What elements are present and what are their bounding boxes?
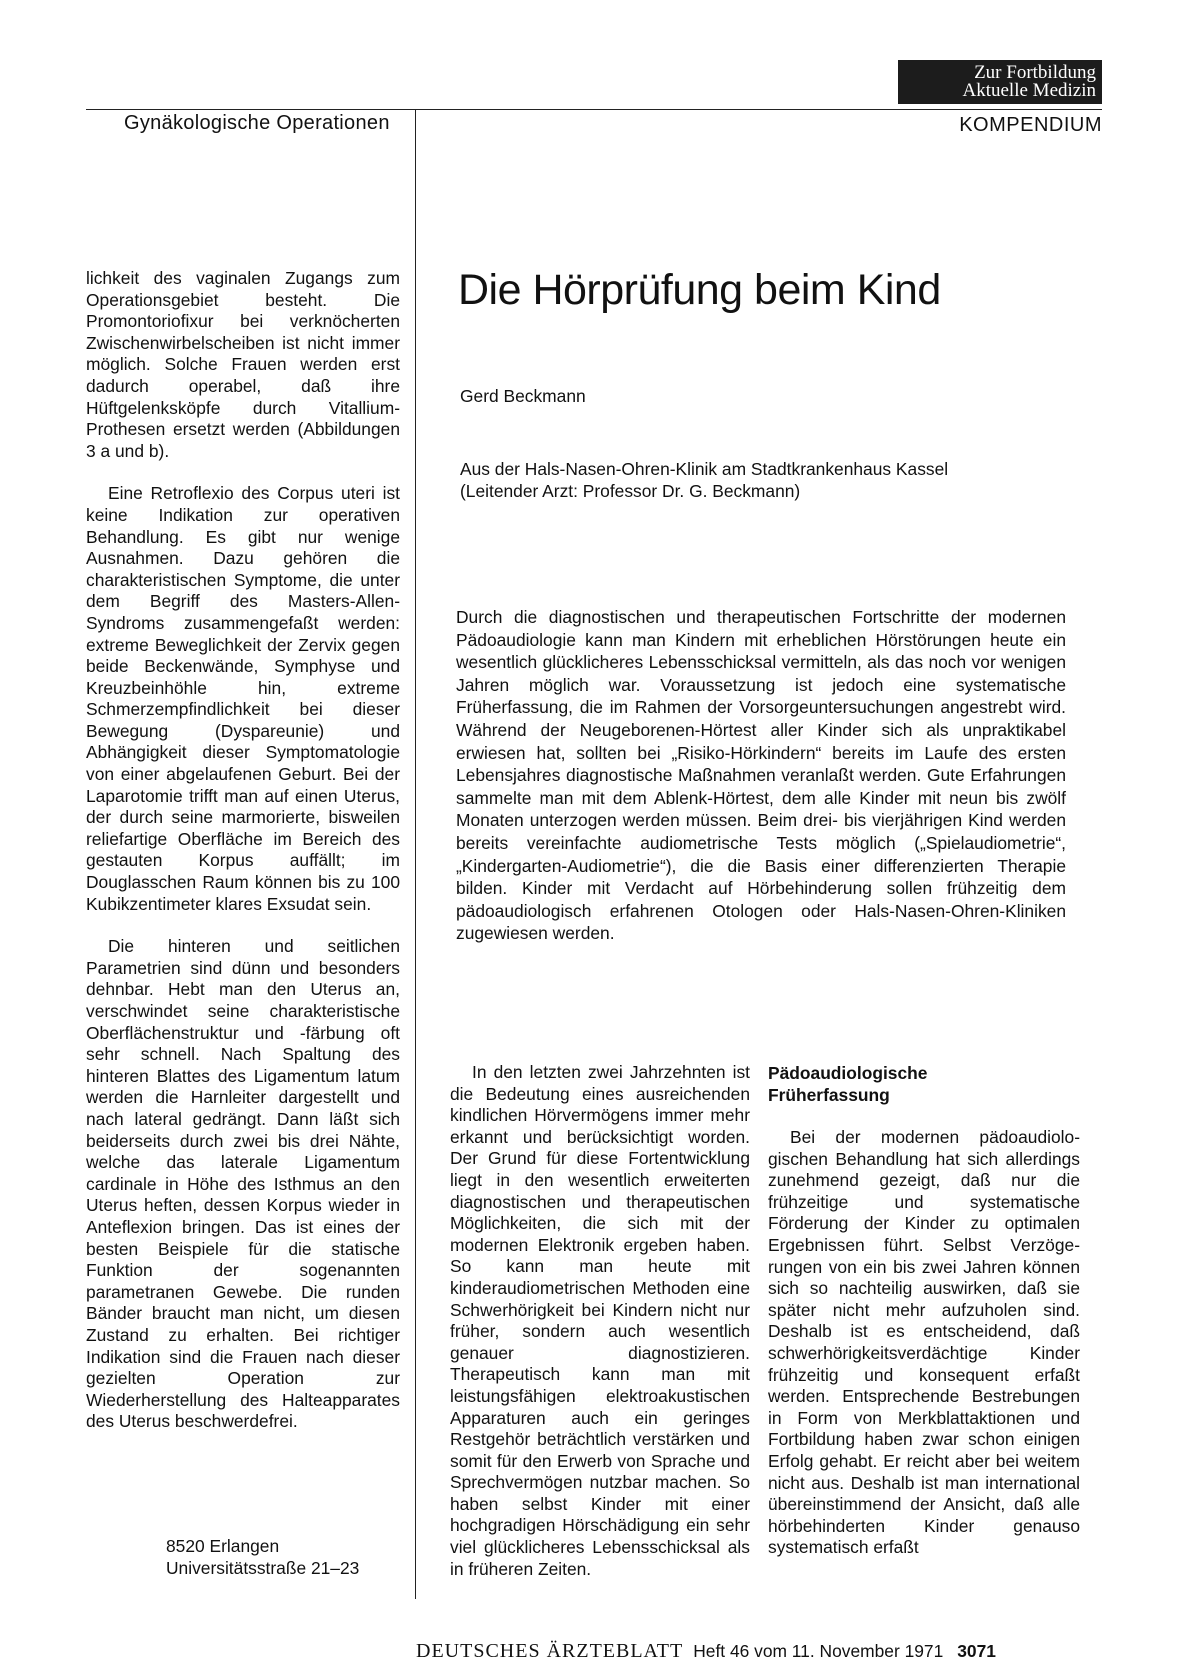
page-number: 3071 bbox=[957, 1641, 996, 1661]
right-paragraph: Bei der modernen pädoaudiologischen Behandlung hat sich allerdings zunehmend gezeigt, daß nur die frühzeitige und systematische Förderung der Kinder zu optimalen Ergebnissen führt. Selbst Verzögerungen von ein bis zwei Jahren können sich so nachteilig auswirken, daß sie später nicht mehr aufzuholen sind. Deshalb ist es entscheidend, daß schwerhörigkeitsverdächtige Kinder frühzeitig und konsequent erfaßt werden. Entsprechende Bestrebungen in Form von Merkblattaktionen und Fortbildung haben zwar schon einigen Erfolg gehabt. Er reicht aber bei weitem nicht aus. Deshalb ist man international übereinstimmend der Ansicht, daß alle hörbehinderten Kinder genauso systematisch erfaßt bbox=[768, 1127, 1080, 1558]
issue-info: Heft 46 vom 11. November 1971 bbox=[693, 1641, 944, 1661]
author-address bbox=[166, 1535, 359, 1579]
badge-line-1: Zur Fortbildung bbox=[974, 62, 1096, 83]
header-rule bbox=[86, 109, 1102, 110]
left-paragraph-2: Eine Retroflexio des Corpus uteri ist keine Indikation zur operativen Behandlung. Es gibt nur wenige Ausnahmen. Dazu gehören die charakteristischen Symptome, die unter dem Begriff des Masters-Allen-Syndroms zusammengefaßt werden: extreme Beweglichkeit der Zervix gegen beide Beckenwände, Symphyse und Kreuzbeinhöhle hin, extreme Schmerzempfindlichkeit bei dieser Bewegung (Dyspareunie) und Abhängigkeit dieser Symptomatologie von einer abgelaufenen Geburt. Bei der Laparotomie trifft man auf einen Uterus, der durch seine marmorierte, bisweilen reliefartige Oberfläche im Bereich des gestauten Korpus auffällt; im Douglasschen Raum können bis zu 100 Kubikzentimeter klares Exsudat sein. bbox=[86, 483, 400, 914]
badge-line-2: Aktuelle Medizin bbox=[962, 80, 1096, 101]
column-divider bbox=[415, 109, 416, 1599]
address-city: 8520 Erlangen bbox=[166, 1536, 280, 1556]
section-badge bbox=[898, 60, 1102, 104]
affiliation-line-1: Aus der Hals-Nasen-Ohren-Klinik am Stadtkrankenhaus Kassel bbox=[460, 459, 949, 479]
left-paragraph-3: Die hinteren und seitlichen Parametrien sind dünn und besonders dehnbar. Hebt man den Uterus an, verschwindet seine charakteristische Oberflächenstruktur und -färbung oft sehr schnell. Nach Spaltung des hinteren Blattes des Ligamentum latum werden die Harnleiter dargestellt und nach lateral gedrängt. Dann läßt sich beiderseits durch zwei bis drei Nähte, welche das laterale Ligamentum cardinale in Höhe des Isthmus an den Uterus heften, dessen Korpus wieder in Anteflexion bringen. Das ist eines der besten Beispiele für die statische Funktion der sogenannten parametranen Gewebe. Die runden Bänder braucht man nicht, um diesen Zustand zu erhalten. Bei richtiger Indikation sind die Frauen nach dieser gezielten Operation zur Wiederherstellung des Halteapparates des Uterus beschwerdefrei. bbox=[86, 936, 400, 1432]
address-street: Universitätsstraße 21–23 bbox=[166, 1558, 360, 1578]
right-subheading: Pädoaudiologische Früherfassung bbox=[768, 1063, 928, 1105]
affiliation-line-2: (Leitender Arzt: Professor Dr. G. Beckmann) bbox=[460, 481, 801, 501]
article-affiliation bbox=[460, 458, 948, 502]
article-author: Gerd Beckmann bbox=[460, 386, 586, 406]
middle-column bbox=[450, 1062, 750, 1580]
article-abstract: Durch die diagnostischen und therapeutischen Fortschritte der modernen Pädoaudiologie kann man Kindern mit erheblichen Hörstörungen heute ein wesentlich glücklicheres Lebensschicksal vermitteln, als das noch vor wenigen Jahren möglich war. Voraussetzung ist jedoch eine systematische Früherfassung, die im Rahmen der Vorsorgeuntersuchungen angestrebt wird. Während der Neugeborenen-Hörtest aller Kinder sich als unpraktikabel erwiesen hat, sollten bei „Risiko-Hörkindern“ bereits im Laufe des ersten Lebensjahres diagnostische Maßnahmen veranlaßt werden. Gute Erfahrungen sammelte man mit dem Ablenk-Hörtest, dem alle Kinder mit neun bis zwölf Monaten unterzogen werden müssen. Beim drei- bis vierjährigen Kind werden bereits vereinfachte audiometrische Tests möglich („Spielaudiometrie“, „Kindergarten-Audiometrie“), die die Basis einer differenzierten Therapie bilden. Kinder mit Verdacht auf Hörbehinderung sollen frühzeitig dem pädoaudiologisch erfahrenen Otologen oder Hals-Nasen-Ohren-Kliniken zugewiesen werden. bbox=[456, 607, 1066, 944]
middle-paragraph: In den letzten zwei Jahrzehnten ist die Bedeutung eines ausreichenden kindlichen Hörvermögens immer mehr erkannt und berücksichtigt worden. Der Grund für diese Fortentwicklung liegt in den wesentlich erweiterten diagnostischen und therapeutischen Möglichkeiten, die sich mit der modernen Elektronik ergeben haben. So kann man heute mit kinderaudiometrischen Methoden eine Schwerhörigkeit bei Kindern nicht nur früher, sondern auch wesentlich genauer diagnostizieren. Therapeutisch kann man mit leistungsfähigen elektroakustischen Apparaturen auch ein geringes Restgehör beträchtlich verstärken und somit für den Erwerb von Sprache und Sprechvermögen nutzbar machen. So haben selbst Kinder mit einer hochgradigen Hörschädigung ein sehr viel glücklicheres Lebensschicksal als in früheren Zeiten. bbox=[450, 1062, 750, 1579]
left-paragraph-1: lichkeit des vaginalen Zugangs zum Operationsgebiet besteht. Die Promontoriofixur bei verknöcherten Zwischenwirbelscheiben ist nicht immer möglich. Solche Frauen werden erst dadurch operabel, daß ihre Hüftgelenksköpfe durch Vitallium-Prothesen ersetzt werden (Abbildungen 3 a und b). bbox=[86, 268, 400, 461]
right-column bbox=[768, 1062, 1080, 1559]
left-column bbox=[86, 268, 400, 1433]
article-title: Die Hörprüfung beim Kind bbox=[458, 266, 941, 314]
page-footer bbox=[416, 1640, 996, 1663]
section-title-right: KOMPENDIUM bbox=[959, 114, 1102, 136]
section-title-left: Gynäkologische Operationen bbox=[124, 112, 390, 134]
journal-name: DEUTSCHES ÄRZTEBLATT bbox=[416, 1640, 684, 1662]
